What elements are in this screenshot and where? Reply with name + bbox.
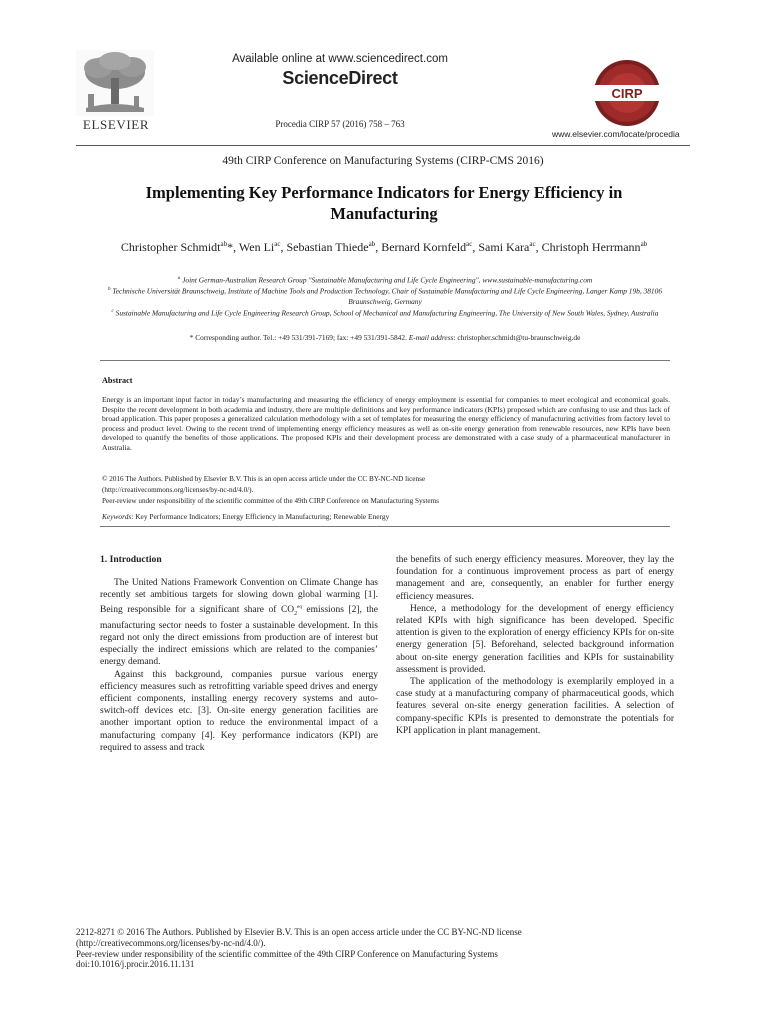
available-online-text: Available online at www.sciencedirect.com xyxy=(232,53,448,65)
author-name: Bernard Kornfeld xyxy=(381,240,467,254)
abstract-heading: Abstract xyxy=(102,376,133,385)
peer-review-line: Peer-review under responsibility of the scientific committee of the 49th CIRP Conference on Manufacturing Systems xyxy=(102,497,439,505)
affil-mark: ac xyxy=(274,240,281,248)
keywords-list: : Key Performance Indicators; Energy Efficiency in Manufacturing; Renewable Energy xyxy=(131,512,390,521)
affiliation-text: Sustainable Manufacturing and Life Cycle Engineering Research Group, School of Mechanical and Manufacturing Engineering, The University of New South Wales, Sydney, Australia xyxy=(113,308,659,318)
footer-license-link[interactable]: (http://creativecommons.org/licenses/by-nc-nd/4.0/). xyxy=(76,937,266,948)
right-column xyxy=(396,554,674,737)
email-address: : christopher.schmidt@tu-braunschweig.de xyxy=(453,333,581,342)
affil-mark: ab xyxy=(640,240,648,248)
email-label: E-mail address xyxy=(408,333,454,342)
journal-reference: Procedia CIRP 57 (2016) 758 – 763 xyxy=(275,119,405,129)
corresponding-contact: * Corresponding author. Tel.: +49 531/391-7169; fax: +49 531/391-5842. xyxy=(189,333,409,342)
license-link[interactable]: (http://creativecommons.org/licenses/by-nc-nd/4.0/). xyxy=(102,486,254,494)
author-separator: *, xyxy=(227,240,239,254)
author-name: Christoph Herrmann xyxy=(541,240,641,254)
affil-mark: c xyxy=(111,309,114,314)
paragraph: Against this background, companies pursue various energy efficiency measures such as retrofitting variable speed drives and energy efficient components, installing energy recovery systems and auto-switch-off devices etc. [3]. On-site energy generation facilities are another important option to reduce the environmental impact of a manufacturing company [4]. Key performance indicators (KPI) are required to assess and track xyxy=(100,669,378,753)
author-name: Wen Li xyxy=(238,240,275,254)
author-name: Sami Kara xyxy=(478,240,530,254)
author-separator: , xyxy=(280,240,287,254)
abstract-text: Energy is an important input factor in today’s manufacturing and measuring the efficiency of energy employment is essential for companies to meet ecological and economical goals. Despite the recent development in both academia and industry, there are multiple definitions and key performance indicators (KPIs) proposed which are confusing to use and thus lack of broad application. This paper proposes a generalized calculation methodology with a set of templates for measuring the energy efficiency of manufacturing activities from factory level to process and product level. Owing to the recent trend of implementing energy efficiency measures as well as on-site energy generation from renewable resources, new KPIs have been developed to quantify the benefits of those applications. The proposed KPIs and their development process are demonstrated with a case study of a pharmaceutical manufacturer in Australia. xyxy=(102,395,670,452)
keywords-label: Keywords xyxy=(102,512,132,521)
site-url: www.elsevier.com/locate/procedia xyxy=(552,129,680,139)
publisher-name: ELSEVIER xyxy=(82,117,150,132)
affiliation-c xyxy=(100,307,670,319)
license-line: © 2016 The Authors. Published by Elsevier B.V. This is an open access article under the CC BY-NC-ND license xyxy=(102,475,426,483)
paragraph: The application of the methodology is exemplarily employed in a case study at a manufacturing company of pharmaceutical goods, which features several on-site energy generation facilities. A selection of company-specific KPIs is presented to demonstrate the potentials for KPI application in plant management. xyxy=(396,677,674,736)
affil-mark: ac xyxy=(466,240,473,248)
section-heading-introduction: 1. Introduction xyxy=(100,554,162,565)
author-name: Sebastian Thiede xyxy=(286,240,369,254)
paragraph: Hence, a methodology for the development of energy efficiency related KPIs with high significance has been developed. Specific attention is given to the exploration of energy efficiency KPIs for on-site energy generation [5]. Beforehand, selected background information about on-site energy generation facilities and KPIs for sustainability assessment is provided. xyxy=(396,603,674,675)
affil-mark: b xyxy=(107,287,111,292)
author-list xyxy=(100,236,668,255)
keywords xyxy=(102,512,670,521)
footer xyxy=(76,927,696,970)
abstract-bottom-rule xyxy=(100,526,670,527)
affiliation-text: Technische Universität Braunschweig, Institute of Machine Tools and Production Technology, Chair of Sustainable Manufacturing and Life Cycle Engineering, Langer Kamp 19b, 38106 Braunschweig, Germany xyxy=(110,286,663,306)
affil-mark: ab xyxy=(220,240,228,248)
affiliation-text: Joint German-Australian Research Group "Sustainable Manufacturing and Life Cycle Engineering", www.sustainable-manufacturing.com xyxy=(180,275,593,285)
author-name: Christopher Schmidt xyxy=(120,240,221,254)
footer-doi[interactable]: doi:10.1016/j.procir.2016.11.131 xyxy=(76,959,195,970)
header-rule xyxy=(76,145,690,146)
affil-mark: a xyxy=(177,276,181,281)
affil-mark: ac xyxy=(529,240,536,248)
abstract-top-rule xyxy=(100,360,670,361)
cirp-logo xyxy=(582,58,672,128)
affil-mark: ab xyxy=(368,240,376,248)
footer-license: 2212-8271 © 2016 The Authors. Published by Elsevier B.V. This is an open access article under the CC BY-NC-ND license xyxy=(76,927,522,937)
footer-peer-review: Peer-review under responsibility of the scientific committee of the 49th CIRP Conference on Manufacturing Systems xyxy=(76,948,498,959)
sciencedirect-brand: ScienceDirect xyxy=(282,68,398,88)
author-separator: , xyxy=(472,240,479,254)
cirp-logo-text: CIRP xyxy=(611,86,643,101)
paragraph: the benefits of such energy efficiency measures. Moreover, they lay the foundation for a continuous improvement process as part of energy management and are, consequently, an enabler for further energy efficiency measures. xyxy=(396,555,674,602)
author-separator: , xyxy=(535,240,542,254)
author-separator: , xyxy=(375,240,382,254)
paragraph: The United Nations Framework Convention on Climate Change has recently set ambitious targets for slowing down global warming [1]. Being responsible for a significant share of $CO_2^{eq}$ emissions [2], the manufacturing sector needs to foster a sustainable development. In this regard not only the direct emissions from production are of interest but especially the indirect emissions which are related to the companies’ energy demand. xyxy=(100,578,378,668)
left-column xyxy=(100,554,378,754)
corresponding-author xyxy=(100,333,670,342)
paper-title: Implementing Key Performance Indicators for Energy Efficiency in Manufacturing xyxy=(145,183,623,223)
conference-name: 49th CIRP Conference on Manufacturing Systems (CIRP-CMS 2016) xyxy=(222,155,544,167)
affiliation-b xyxy=(100,285,670,307)
